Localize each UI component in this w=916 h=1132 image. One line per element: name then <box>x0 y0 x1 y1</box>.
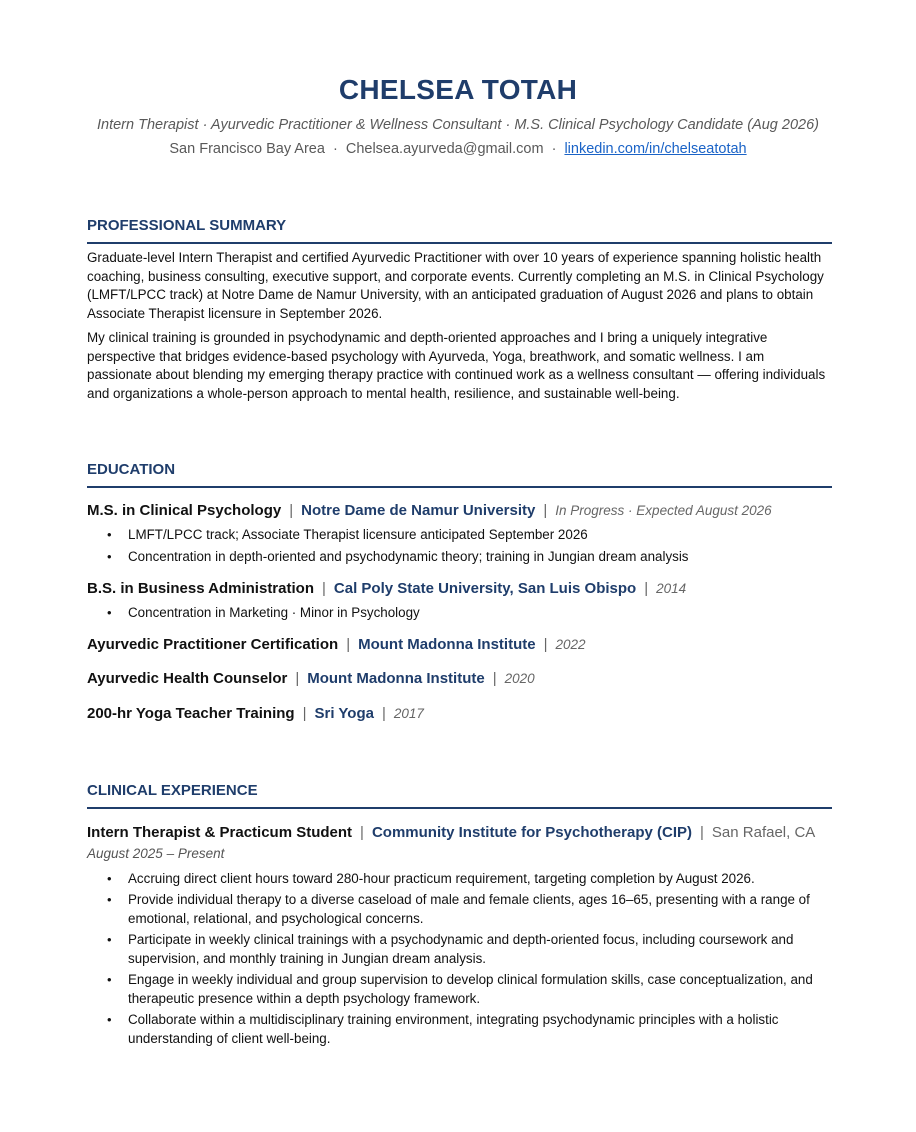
education-bullets <box>87 603 832 622</box>
email[interactable]: Chelsea.ayurveda@gmail.com <box>345 141 544 157</box>
section-title-education: EDUCATION <box>87 461 832 488</box>
list-item: • Participate in weekly clinical trainings with a psychodynamic and depth-oriented focus, including coursework and supervision, and monthly training in Jungian dream analysis. <box>87 930 832 968</box>
divider: | <box>543 502 548 519</box>
job-location: San Rafael, CA <box>711 824 816 841</box>
organization: Community Institute for Psychotherapy (CIP) <box>371 824 692 841</box>
education-bullets <box>87 525 832 566</box>
summary-paragraph: Graduate-level Intern Therapist and certified Ayurvedic Practitioner with over 10 years of experience spanning holistic health coaching, business consulting, executive support, and corporate events. Currently completing an M.S. in Clinical Psychology (LMFT/LPCC track) at Notre Dame de Namur University, with an anticipated graduation of August 2026 and plans to obtain Associate Therapist licensure in September 2026. <box>87 250 824 321</box>
divider: | <box>302 705 307 722</box>
divider: | <box>346 636 351 653</box>
degree: M.S. in Clinical Psychology <box>87 502 282 519</box>
list-item: • Accruing direct client hours toward 280-hour practicum requirement, targeting completion by August 2026. <box>87 869 832 888</box>
divider: | <box>700 824 704 841</box>
institution: Notre Dame de Namur University <box>301 502 536 519</box>
divider: | <box>644 580 649 597</box>
clinical-entry <box>87 824 847 841</box>
institution: Mount Madonna Institute <box>358 636 536 653</box>
summary-paragraph: My clinical training is grounded in psychodynamic and depth-oriented approaches and I bring a uniquely integrative perspective that bridges evidence-based psychology with Ayurveda, Yoga, breathwork, and somatic wellness. I am passionate about blending my emerging therapy practice with continued work as a wellness consultant — offering individuals and organizations a whole-person approach to mental health, resilience, and sustainable well-being. <box>87 330 826 401</box>
list-item: • Concentration in Marketing · Minor in Psychology <box>87 603 832 622</box>
job-dates: August 2025 – Present <box>87 846 225 861</box>
institution: Sri Yoga <box>314 705 374 722</box>
tagline: Intern Therapist · Ayurvedic Practitioner & Wellness Consultant · M.S. Clinical Psychology Candidate (Aug 2026) <box>97 117 819 133</box>
education-entry <box>87 636 847 653</box>
education-entry <box>87 502 847 519</box>
section-title-summary: PROFESSIONAL SUMMARY <box>87 217 832 244</box>
divider: | <box>492 670 497 687</box>
degree: 200-hr Yoga Teacher Training <box>87 705 295 722</box>
degree: Ayurvedic Practitioner Certification <box>87 636 339 653</box>
institution: Mount Madonna Institute <box>307 670 485 687</box>
education-entry <box>87 670 847 687</box>
education-date: In Progress · Expected August 2026 <box>555 503 772 518</box>
education-date: 2017 <box>393 706 424 721</box>
candidate-name: CHELSEA TOTAH <box>338 74 578 105</box>
list-item: • Concentration in depth-oriented and psychodynamic theory; training in Jungian dream analysis <box>87 547 832 566</box>
list-item: • Collaborate within a multidisciplinary training environment, integrating psychodynamic principles with a holistic understanding of client well-being. <box>87 1010 832 1048</box>
education-entry <box>87 580 847 597</box>
divider: | <box>360 824 364 841</box>
clinical-bullets <box>87 869 832 1048</box>
divider: | <box>289 502 294 519</box>
education-date: 2020 <box>504 671 535 686</box>
section-title-clinical: CLINICAL EXPERIENCE <box>87 782 832 809</box>
contact-separator: · <box>551 141 557 157</box>
divider: | <box>295 670 300 687</box>
degree: Ayurvedic Health Counselor <box>87 670 288 687</box>
divider: | <box>381 705 386 722</box>
list-item: • Provide individual therapy to a diverse caseload of male and female clients, ages 16–65, presenting with a range of emotional, relational, and psychological concerns. <box>87 890 832 928</box>
contact-line <box>0 141 916 157</box>
divider: | <box>543 636 548 653</box>
degree: B.S. in Business Administration <box>87 580 314 597</box>
institution: Cal Poly State University, San Luis Obispo <box>333 580 637 597</box>
location: San Francisco Bay Area <box>169 141 325 157</box>
role: Intern Therapist & Practicum Student <box>87 824 353 841</box>
education-entry <box>87 705 847 722</box>
linkedin-link[interactable]: linkedin.com/in/chelseatotah <box>564 141 747 157</box>
education-date: 2022 <box>555 637 586 652</box>
contact-separator: · <box>332 141 338 157</box>
divider: | <box>321 580 326 597</box>
list-item: • LMFT/LPCC track; Associate Therapist licensure anticipated September 2026 <box>87 525 832 544</box>
education-date: 2014 <box>656 581 687 596</box>
list-item: • Engage in weekly individual and group supervision to develop clinical formulation skills, case conceptualization, and therapeutic presence within a depth psychology framework. <box>87 970 832 1008</box>
